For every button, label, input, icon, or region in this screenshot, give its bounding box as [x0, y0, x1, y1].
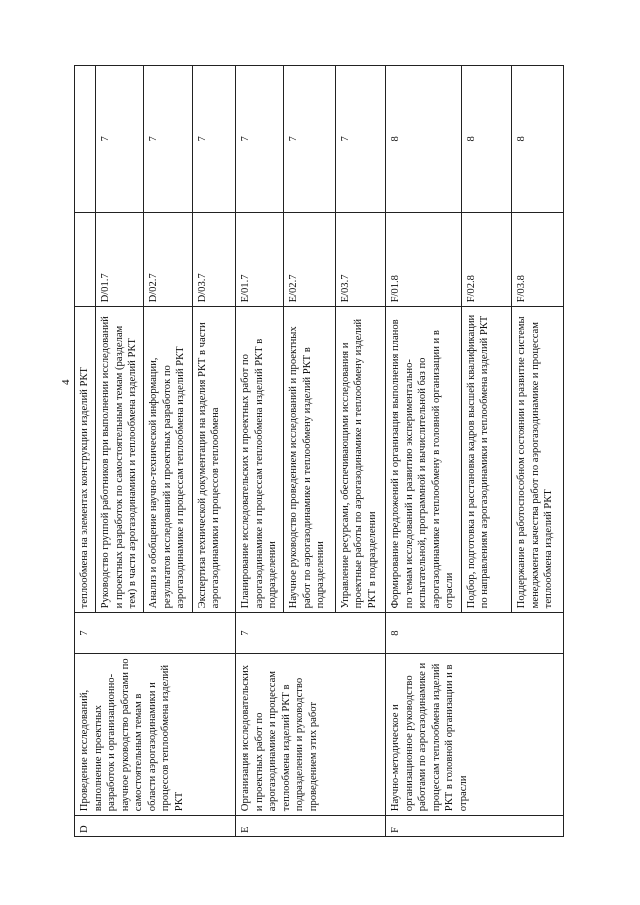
function-name: Экспертиза технической документации на изделия РКТ в части аэрогазодинамики и процессов теплообмена [192, 307, 235, 613]
group-name: Организация исследовательских и проектных работ по аэрогазодинамике и процессам теплообмена изделий РКТ в подразделении и руководство проведением этих работ [236, 653, 386, 815]
function-level: 7 [192, 66, 235, 213]
page-number: 4 [60, 379, 72, 385]
function-name: Поддержание в работоспособном состоянии и развитие системы менеджмента качества работ по аэрогазодинамике и процессам теплообмена изделий РКТ [512, 307, 564, 613]
function-name: Планирование исследовательских и проектных работ по аэрогазодинамике и процессам теплообмена изделий РКТ в подразделении [236, 307, 284, 613]
function-name: теплообмена на элементах конструкции изделий РКТ [75, 307, 96, 613]
table-row [236, 66, 284, 837]
function-level: 7 [236, 66, 284, 213]
function-level: 7 [335, 66, 386, 213]
rotated-page-content [60, 65, 564, 837]
group-level: 7 [75, 613, 236, 654]
function-code: E/01.7 [236, 212, 284, 307]
function-code: F/01.8 [386, 212, 462, 307]
function-name: Руководство группой работников при выполнении исследований и проектных разработок по самостоятельным темам (разделам тем) в части аэрогазодинамики и теплообмена изделий РКТ [96, 307, 144, 613]
function-code: E/02.7 [284, 212, 336, 307]
function-code: D/03.7 [192, 212, 235, 307]
function-level: 7 [284, 66, 336, 213]
group-letter: F [386, 816, 564, 837]
function-code: D/01.7 [96, 212, 144, 307]
function-name: Управление ресурсами, обеспечивающими исследования и проектные работы по аэрогазодинамике и теплообмену изделий РКТ в подразделении [335, 307, 386, 613]
function-code: E/03.7 [335, 212, 386, 307]
group-letter: E [236, 816, 386, 837]
function-code: F/03.8 [512, 212, 564, 307]
function-code [75, 212, 96, 307]
function-level: 8 [512, 66, 564, 213]
function-level [75, 66, 96, 213]
function-name: Формирование предложений и организация выполнения планов по темам исследований и развитию экспериментально-испытательной, программной и вычислительной баз по аэрогазодинамике и теплообмену в головной организации и в отрасли [386, 307, 462, 613]
function-level: 7 [96, 66, 144, 213]
function-name: Анализ и обобщение научно-технической информации, результатов исследований и проектных разработок по аэрогазодинамике и процессам теплообмена изделий РКТ [144, 307, 192, 613]
table-row [75, 66, 96, 837]
function-level: 8 [386, 66, 462, 213]
function-code: F/02.8 [461, 212, 512, 307]
function-name: Подбор, подготовка и расстановка кадров высшей квалификации по направлениям аэрогазодинамики и теплообмена изделий РКТ [461, 307, 512, 613]
function-level: 8 [461, 66, 512, 213]
group-name: Проведение исследований, выполнение проектных разработок и организационно-научное руководство работами по самостоятельным темам в области аэрогазодинамики и процессов теплообмена изделий РКТ [75, 653, 236, 815]
table-row [386, 66, 462, 837]
function-code: D/02.7 [144, 212, 192, 307]
group-level: 8 [386, 613, 564, 654]
function-name: Научное руководство проведением исследований и проектных работ по аэрогазодинамике и теплообмену изделий РКТ в подразделении [284, 307, 336, 613]
group-letter: D [75, 816, 236, 837]
group-name: Научно-методическое и организационное руководство работами по аэрогазодинамике и процессам теплообмена изделий РКТ в головной организации и в отрасли [386, 653, 564, 815]
function-level: 7 [144, 66, 192, 213]
group-level: 7 [236, 613, 386, 654]
functions-table [74, 65, 564, 837]
